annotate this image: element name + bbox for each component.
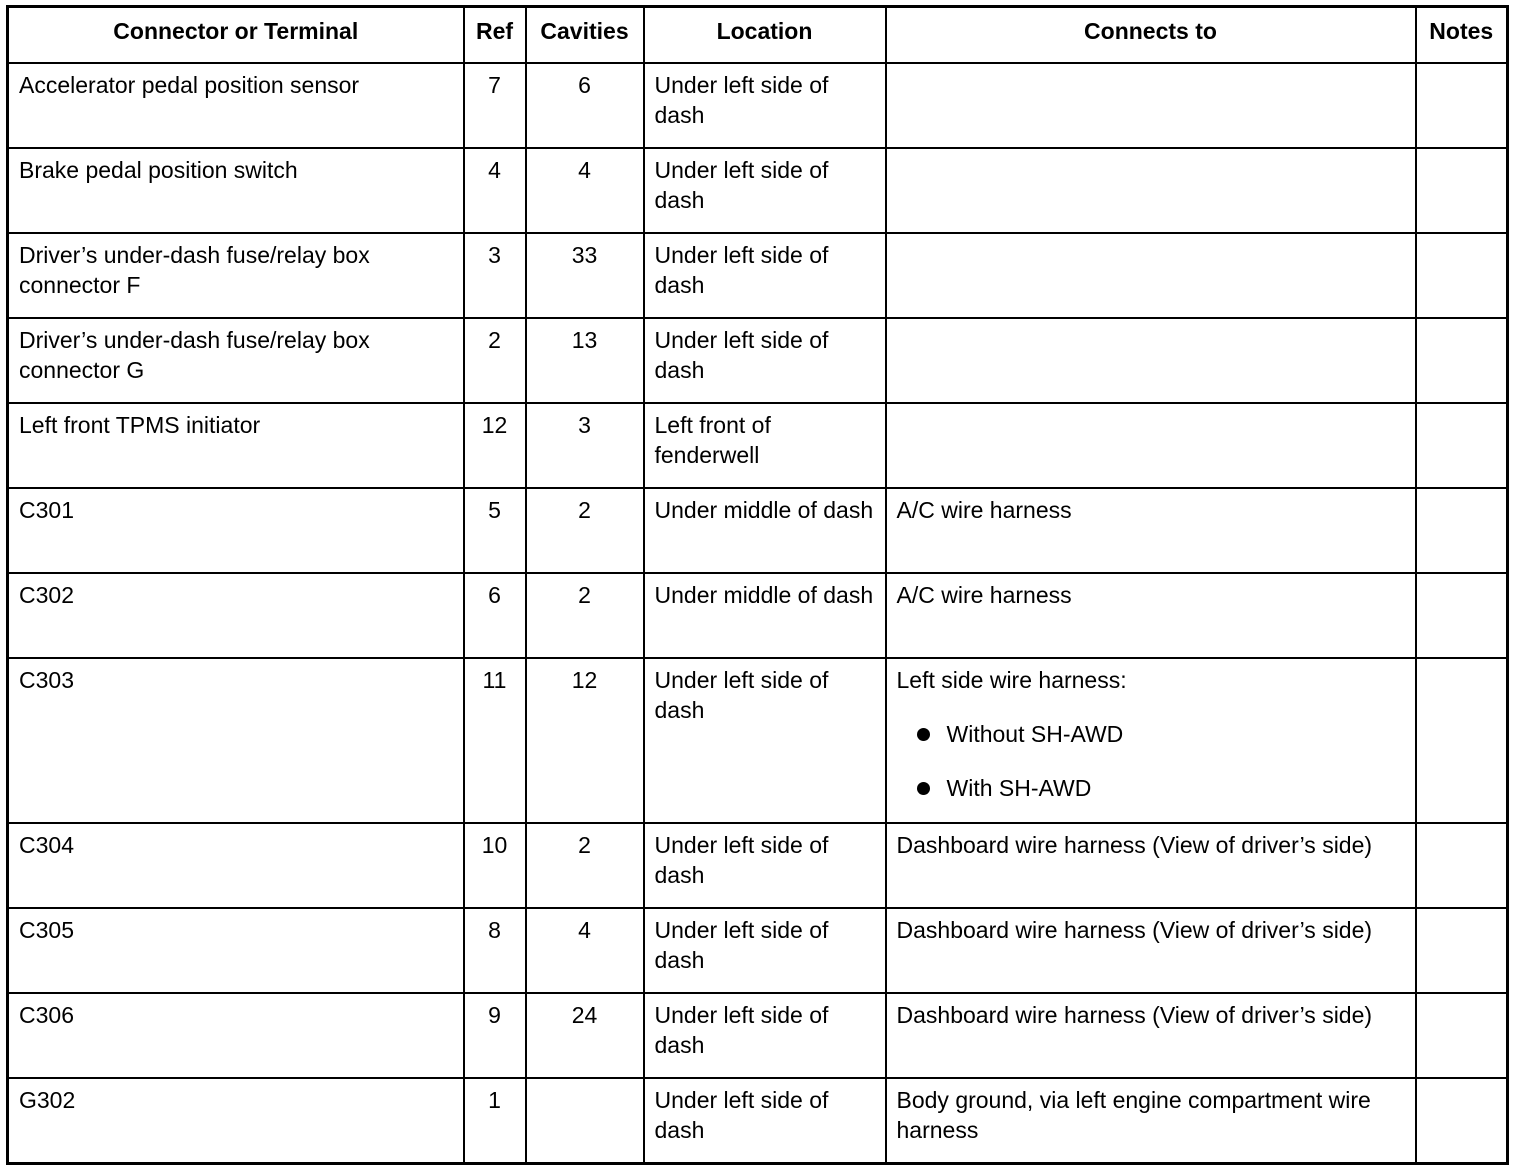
cell-connector: C306 — [8, 993, 464, 1078]
cell-cavities: 12 — [526, 658, 644, 823]
cell-connector: Driver’s under-dash fuse/relay box connector F — [8, 233, 464, 318]
table-header-row — [8, 7, 1508, 64]
cell-connects-to: A/C wire harness — [886, 488, 1416, 573]
bullet-text: With SH-AWD — [946, 775, 1092, 801]
cell-notes — [1416, 488, 1508, 573]
cell-notes — [1416, 318, 1508, 403]
cell-notes — [1416, 233, 1508, 318]
cell-connector: Left front TPMS initiator — [8, 403, 464, 488]
cell-connects-to — [886, 403, 1416, 488]
cell-ref: 10 — [464, 823, 526, 908]
cell-location: Under left side of dash — [644, 1078, 886, 1164]
table-row — [8, 318, 1508, 403]
cell-ref: 2 — [464, 318, 526, 403]
table-row — [8, 908, 1508, 993]
cell-connects-to: Dashboard wire harness (View of driver’s side) — [886, 908, 1416, 993]
cell-connects-to — [886, 233, 1416, 318]
cell-connects-to — [886, 63, 1416, 148]
table-row — [8, 488, 1508, 573]
table-row — [8, 1078, 1508, 1164]
cell-connects-to: Dashboard wire harness (View of driver’s side) — [886, 823, 1416, 908]
cell-ref: 9 — [464, 993, 526, 1078]
cell-connector: C305 — [8, 908, 464, 993]
cell-ref: 1 — [464, 1078, 526, 1164]
header-cavities: Cavities — [526, 7, 644, 64]
table-row — [8, 823, 1508, 908]
header-ref: Ref — [464, 7, 526, 64]
cell-connector: Driver’s under-dash fuse/relay box connector G — [8, 318, 464, 403]
table-row — [8, 403, 1508, 488]
cell-location: Under middle of dash — [644, 488, 886, 573]
cell-cavities: 6 — [526, 63, 644, 148]
cell-location: Under left side of dash — [644, 658, 886, 823]
table-row — [8, 658, 1508, 823]
cell-connects-to: Body ground, via left engine compartment wire harness — [886, 1078, 1416, 1164]
cell-ref: 7 — [464, 63, 526, 148]
cell-cavities: 3 — [526, 403, 644, 488]
header-location: Location — [644, 7, 886, 64]
cell-connector: Brake pedal position switch — [8, 148, 464, 233]
cell-connector: C301 — [8, 488, 464, 573]
cell-connects-to — [886, 148, 1416, 233]
bullet-icon — [917, 728, 930, 741]
cell-notes — [1416, 403, 1508, 488]
connects-to-heading: Left side wire harness: — [896, 667, 1127, 693]
cell-ref: 5 — [464, 488, 526, 573]
cell-connector: C304 — [8, 823, 464, 908]
cell-notes — [1416, 148, 1508, 233]
cell-notes — [1416, 573, 1508, 658]
cell-cavities: 13 — [526, 318, 644, 403]
cell-connects-to — [886, 658, 1416, 823]
cell-cavities: 2 — [526, 823, 644, 908]
cell-notes — [1416, 63, 1508, 148]
cell-cavities: 24 — [526, 993, 644, 1078]
cell-location: Left front of fenderwell — [644, 403, 886, 488]
cell-location: Under left side of dash — [644, 63, 886, 148]
table-row — [8, 993, 1508, 1078]
bullet-text: Without SH-AWD — [946, 721, 1124, 747]
cell-notes — [1416, 658, 1508, 823]
cell-location: Under left side of dash — [644, 908, 886, 993]
cell-connects-to: A/C wire harness — [886, 573, 1416, 658]
cell-cavities: 33 — [526, 233, 644, 318]
cell-location: Under left side of dash — [644, 148, 886, 233]
cell-ref: 3 — [464, 233, 526, 318]
cell-cavities: 4 — [526, 908, 644, 993]
cell-notes — [1416, 1078, 1508, 1164]
table-row — [8, 573, 1508, 658]
connector-table — [6, 5, 1509, 1165]
header-connector: Connector or Terminal — [8, 7, 464, 64]
header-connects-to: Connects to — [886, 7, 1416, 64]
cell-connector: C302 — [8, 573, 464, 658]
cell-location: Under left side of dash — [644, 993, 886, 1078]
cell-notes — [1416, 993, 1508, 1078]
cell-ref: 12 — [464, 403, 526, 488]
table-row — [8, 148, 1508, 233]
cell-location: Under left side of dash — [644, 318, 886, 403]
table-row — [8, 63, 1508, 148]
cell-ref: 11 — [464, 658, 526, 823]
cell-cavities: 2 — [526, 488, 644, 573]
cell-location: Under left side of dash — [644, 233, 886, 318]
header-notes: Notes — [1416, 7, 1508, 64]
table-row — [8, 233, 1508, 318]
cell-notes — [1416, 908, 1508, 993]
cell-ref: 4 — [464, 148, 526, 233]
bullet-list — [897, 719, 1405, 803]
bullet-icon — [917, 782, 930, 795]
cell-connector: Accelerator pedal position sensor — [8, 63, 464, 148]
cell-connects-to — [886, 318, 1416, 403]
bullet-item — [897, 773, 1405, 803]
cell-cavities: 2 — [526, 573, 644, 658]
cell-location: Under left side of dash — [644, 823, 886, 908]
cell-connects-to: Dashboard wire harness (View of driver’s side) — [886, 993, 1416, 1078]
bullet-item — [897, 719, 1405, 749]
cell-ref: 6 — [464, 573, 526, 658]
cell-cavities — [526, 1078, 644, 1164]
cell-connector: G302 — [8, 1078, 464, 1164]
cell-connector: C303 — [8, 658, 464, 823]
cell-ref: 8 — [464, 908, 526, 993]
cell-location: Under middle of dash — [644, 573, 886, 658]
cell-notes — [1416, 823, 1508, 908]
cell-cavities: 4 — [526, 148, 644, 233]
